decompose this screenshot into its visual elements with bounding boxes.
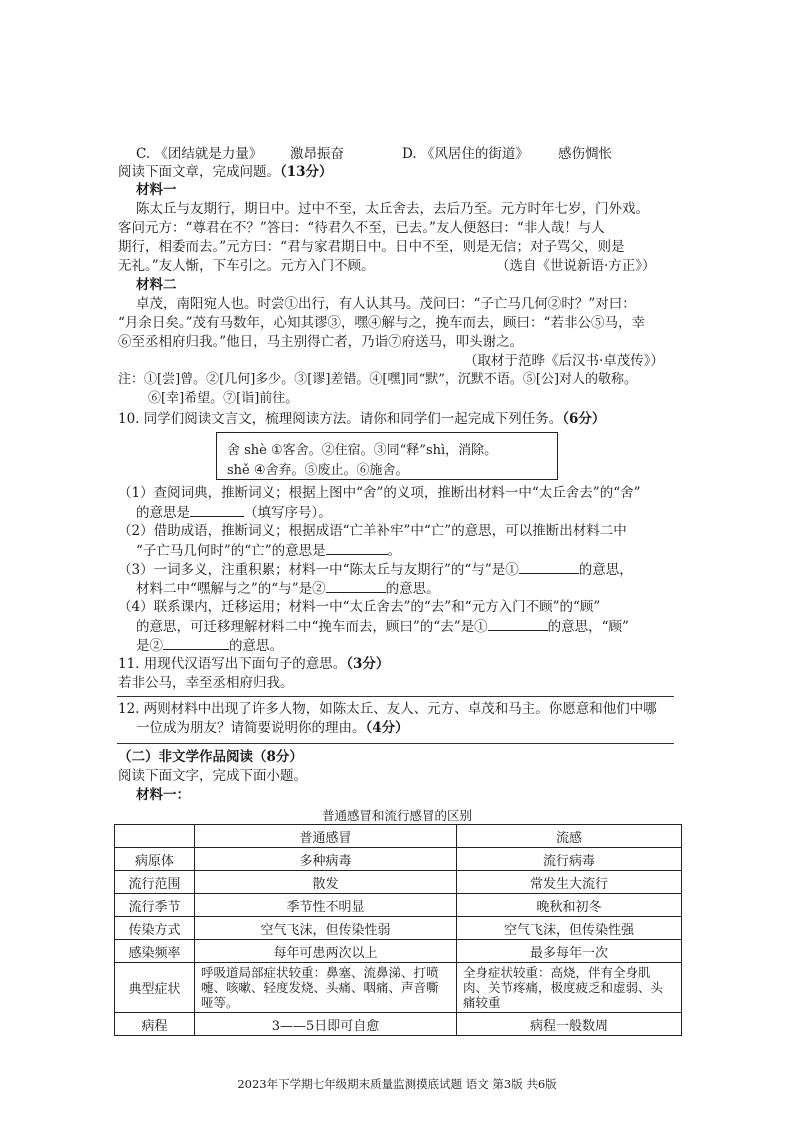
notes-line: ⑥[幸]希望。⑦[诣]前往。 — [148, 391, 299, 406]
q10-task4-text2: 的意思，“顾” — [547, 619, 629, 635]
answer-blank[interactable] — [519, 560, 579, 574]
q10-task1: （1）查阅词典，推断词义；根据上图中“舍”的义项，推断出材料一中“太丘舍去”的“舍” — [118, 485, 641, 501]
q11-sentence: 若非公马，幸至丞相府归我。 — [118, 675, 294, 691]
table-row-label: 传染方式 — [115, 917, 195, 940]
table-cell: 散发 — [195, 871, 457, 894]
material2-line: “月余日矣。”茂有马数年，心知其谬③，嘿④解与之，挽车而去，顾曰：“若非公⑤马，幸 — [118, 315, 645, 331]
table-cell: 多种病毒 — [195, 848, 457, 871]
table-row-label: 流行季节 — [115, 894, 195, 917]
q10-task3 — [118, 560, 633, 579]
q10-task1-text: 的意思是 — [136, 505, 190, 521]
q11-stem — [118, 655, 389, 673]
definition-line: 舍 shè ①客舍。②住宿。③同“释”shì，消除。 — [227, 443, 498, 458]
table-cell: 3——5日即可自愈 — [195, 1013, 457, 1036]
table-row-label: 感染频率 — [115, 940, 195, 963]
q10-task4-cont — [136, 617, 629, 636]
table-row-label: 典型症状 — [115, 963, 195, 1013]
answer-blank[interactable] — [488, 617, 548, 631]
table-header-row — [115, 825, 682, 848]
table-row — [115, 963, 682, 1013]
table-row — [115, 917, 682, 940]
section1-score: （13分） — [280, 164, 333, 180]
q10-stem — [118, 410, 605, 428]
option-c-word: 激昂振奋 — [290, 146, 344, 162]
she-definition-box — [216, 432, 558, 480]
q10-task4-text3: 是② — [136, 638, 163, 654]
answer-line[interactable] — [117, 743, 674, 744]
section1-intro — [118, 163, 333, 181]
q12-score: （4分） — [365, 720, 409, 736]
table-row — [115, 848, 682, 871]
q12-line2 — [136, 719, 409, 737]
section1-intro-text: 阅读下面文章，完成问题。 — [118, 164, 280, 180]
q11-score: （3分） — [346, 656, 390, 672]
definition-line: shě ④舍弃。⑤废止。⑥施舍。 — [227, 463, 409, 478]
table-header-cell: 流感 — [457, 825, 682, 848]
table-header-cell: 普通感冒 — [195, 825, 457, 848]
material2-source: （取材于范晔《后汉书·卓茂传》） — [464, 353, 665, 369]
notes-line: 注：①[尝]曾。②[几何]多少。③[谬]差错。④[嘿]同“默”，沉默不语。⑤[公]对人的敬称。 — [118, 372, 638, 387]
table-cell: 季节性不明显 — [195, 894, 457, 917]
q10-stem-text: 10. 同学们阅读文言文，梳理阅读方法。请你和同学们一起完成下列任务。 — [118, 411, 563, 427]
answer-blank[interactable] — [190, 503, 244, 517]
q10-task4: （4）联系课内，迁移运用；材料一中“太丘舍去”的“去”和“元方入门不顾”的“顾” — [118, 599, 601, 615]
table-cell: 常发生大流行 — [457, 871, 682, 894]
section2-title: （二）非文学作品阅读（8分） — [118, 749, 303, 765]
table-row-label: 流行范围 — [115, 871, 195, 894]
material1-line: 无礼。”友人惭，下车引之。元方入门不顾。 — [118, 258, 375, 274]
section2-intro: 阅读下面文字，完成下面小题。 — [118, 768, 307, 784]
material1-line: 陈太丘与友期行，期日中。过中不至，太丘舍去，去后乃至。元方时年七岁，门外戏。 — [136, 201, 649, 217]
q10-task4-text: 的意思，可迁移理解材料二中“挽车而去，顾曰”的“去”是① — [136, 619, 488, 635]
table-header-cell — [115, 825, 195, 848]
table-cell: 最多每年一次 — [457, 940, 682, 963]
material2-title: 材料二 — [136, 277, 177, 293]
table-cell: 呼吸道局部症状较重：鼻塞、流鼻涕、打喷嚏、咳嗽、轻度发烧、头痛、咽痛、声音嘶哑等。 — [195, 963, 457, 1013]
q10-task3-cont — [136, 579, 440, 598]
q10-task2: （2）借助成语，推断词义；根据成语“亡羊补牢”中“亡”的意思，可以推断出材料二中 — [118, 523, 627, 539]
q10-task1-hint: （填写序号）。 — [244, 505, 332, 521]
table-cell: 病程一般数周 — [457, 1013, 682, 1036]
option-c: C. 《团结就是力量》 — [136, 146, 263, 162]
option-d-word: 感伤惆怅 — [558, 146, 612, 162]
material2-line: 卓茂，南阳宛人也。时尝①出行，有人认其马。茂问曰：“子亡马几何②时？”对曰： — [136, 296, 636, 312]
q10-task3-text4: 的意思。 — [385, 581, 440, 597]
table-row — [115, 894, 682, 917]
q10-task2-text: “子亡马几何时”的“亡”的意思是 — [136, 543, 326, 559]
table-row-label: 病程 — [115, 1013, 195, 1036]
q10-task3-text3: 材料二中“嘿解与之”的“与”是② — [136, 581, 326, 597]
q10-task2-end: 。 — [387, 543, 402, 559]
q10-score: （6分） — [562, 411, 606, 427]
q12-line1: 12. 两则材料中出现了许多人物，如陈太丘、友人、元方、卓茂和马主。你愿意和他们中哪 — [118, 701, 657, 717]
q10-task3-text: （3）一词多义，注重积累；材料一中“陈太丘与友期行”的“与”是① — [118, 562, 519, 578]
table-caption: 普通感冒和流行感冒的区别 — [321, 808, 472, 823]
page-footer: 2023年下学期七年级期末质量监测摸底试题 语文 第3版 共6版 — [237, 1077, 557, 1091]
material1-title: 材料一 — [136, 182, 177, 198]
q10-task4-end — [136, 636, 283, 655]
table-cell: 流行病毒 — [457, 848, 682, 871]
table-cell: 空气飞沫，但传染性强 — [457, 917, 682, 940]
material1-line: 期行，相委而去。”元方曰：“君与家君期日中。日中不至，则是无信；对子骂父，则是 — [118, 239, 625, 255]
table-row — [115, 940, 682, 963]
q10-task3-text2: 的意思， — [578, 562, 633, 578]
table-cell: 每年可患两次以上 — [195, 940, 457, 963]
q11-stem-text: 11. 用现代汉语写出下面句子的意思。 — [118, 656, 347, 672]
q10-task1-answer — [136, 503, 332, 522]
option-d: D. 《风居住的街道》 — [402, 146, 529, 162]
table-row-label: 病原体 — [115, 848, 195, 871]
q12-line2-text: 一位成为朋友？请简要说明你的理由。 — [136, 720, 366, 736]
section2-material1: 材料一： — [136, 787, 190, 803]
material2-line: ⑥至丞相府归我。”他日，马主别得亡者，乃诣⑦府送马，叩头谢之。 — [118, 334, 524, 350]
table-row — [115, 871, 682, 894]
material1-source: （选自《世说新语·方正》） — [496, 258, 656, 274]
q10-task2-answer — [136, 541, 401, 560]
answer-blank[interactable] — [326, 579, 386, 593]
table-cell: 全身症状较重：高烧，伴有全身肌肉、关节疼痛，极度疲乏和虚弱、头痛较重 — [457, 963, 682, 1013]
flu-comparison-table — [114, 824, 682, 1036]
material1-line: 客问元方：“尊君在不？”答曰：“待君久不至，已去。”友人便怒曰：“非人哉！与人 — [118, 220, 605, 236]
table-row — [115, 1013, 682, 1036]
answer-line[interactable] — [117, 696, 674, 697]
answer-blank[interactable] — [326, 541, 388, 555]
table-cell: 空气飞沫，但传染性弱 — [195, 917, 457, 940]
q10-task4-text4: 的意思。 — [229, 638, 283, 654]
answer-blank[interactable] — [163, 636, 229, 650]
table-cell: 晚秋和初冬 — [457, 894, 682, 917]
